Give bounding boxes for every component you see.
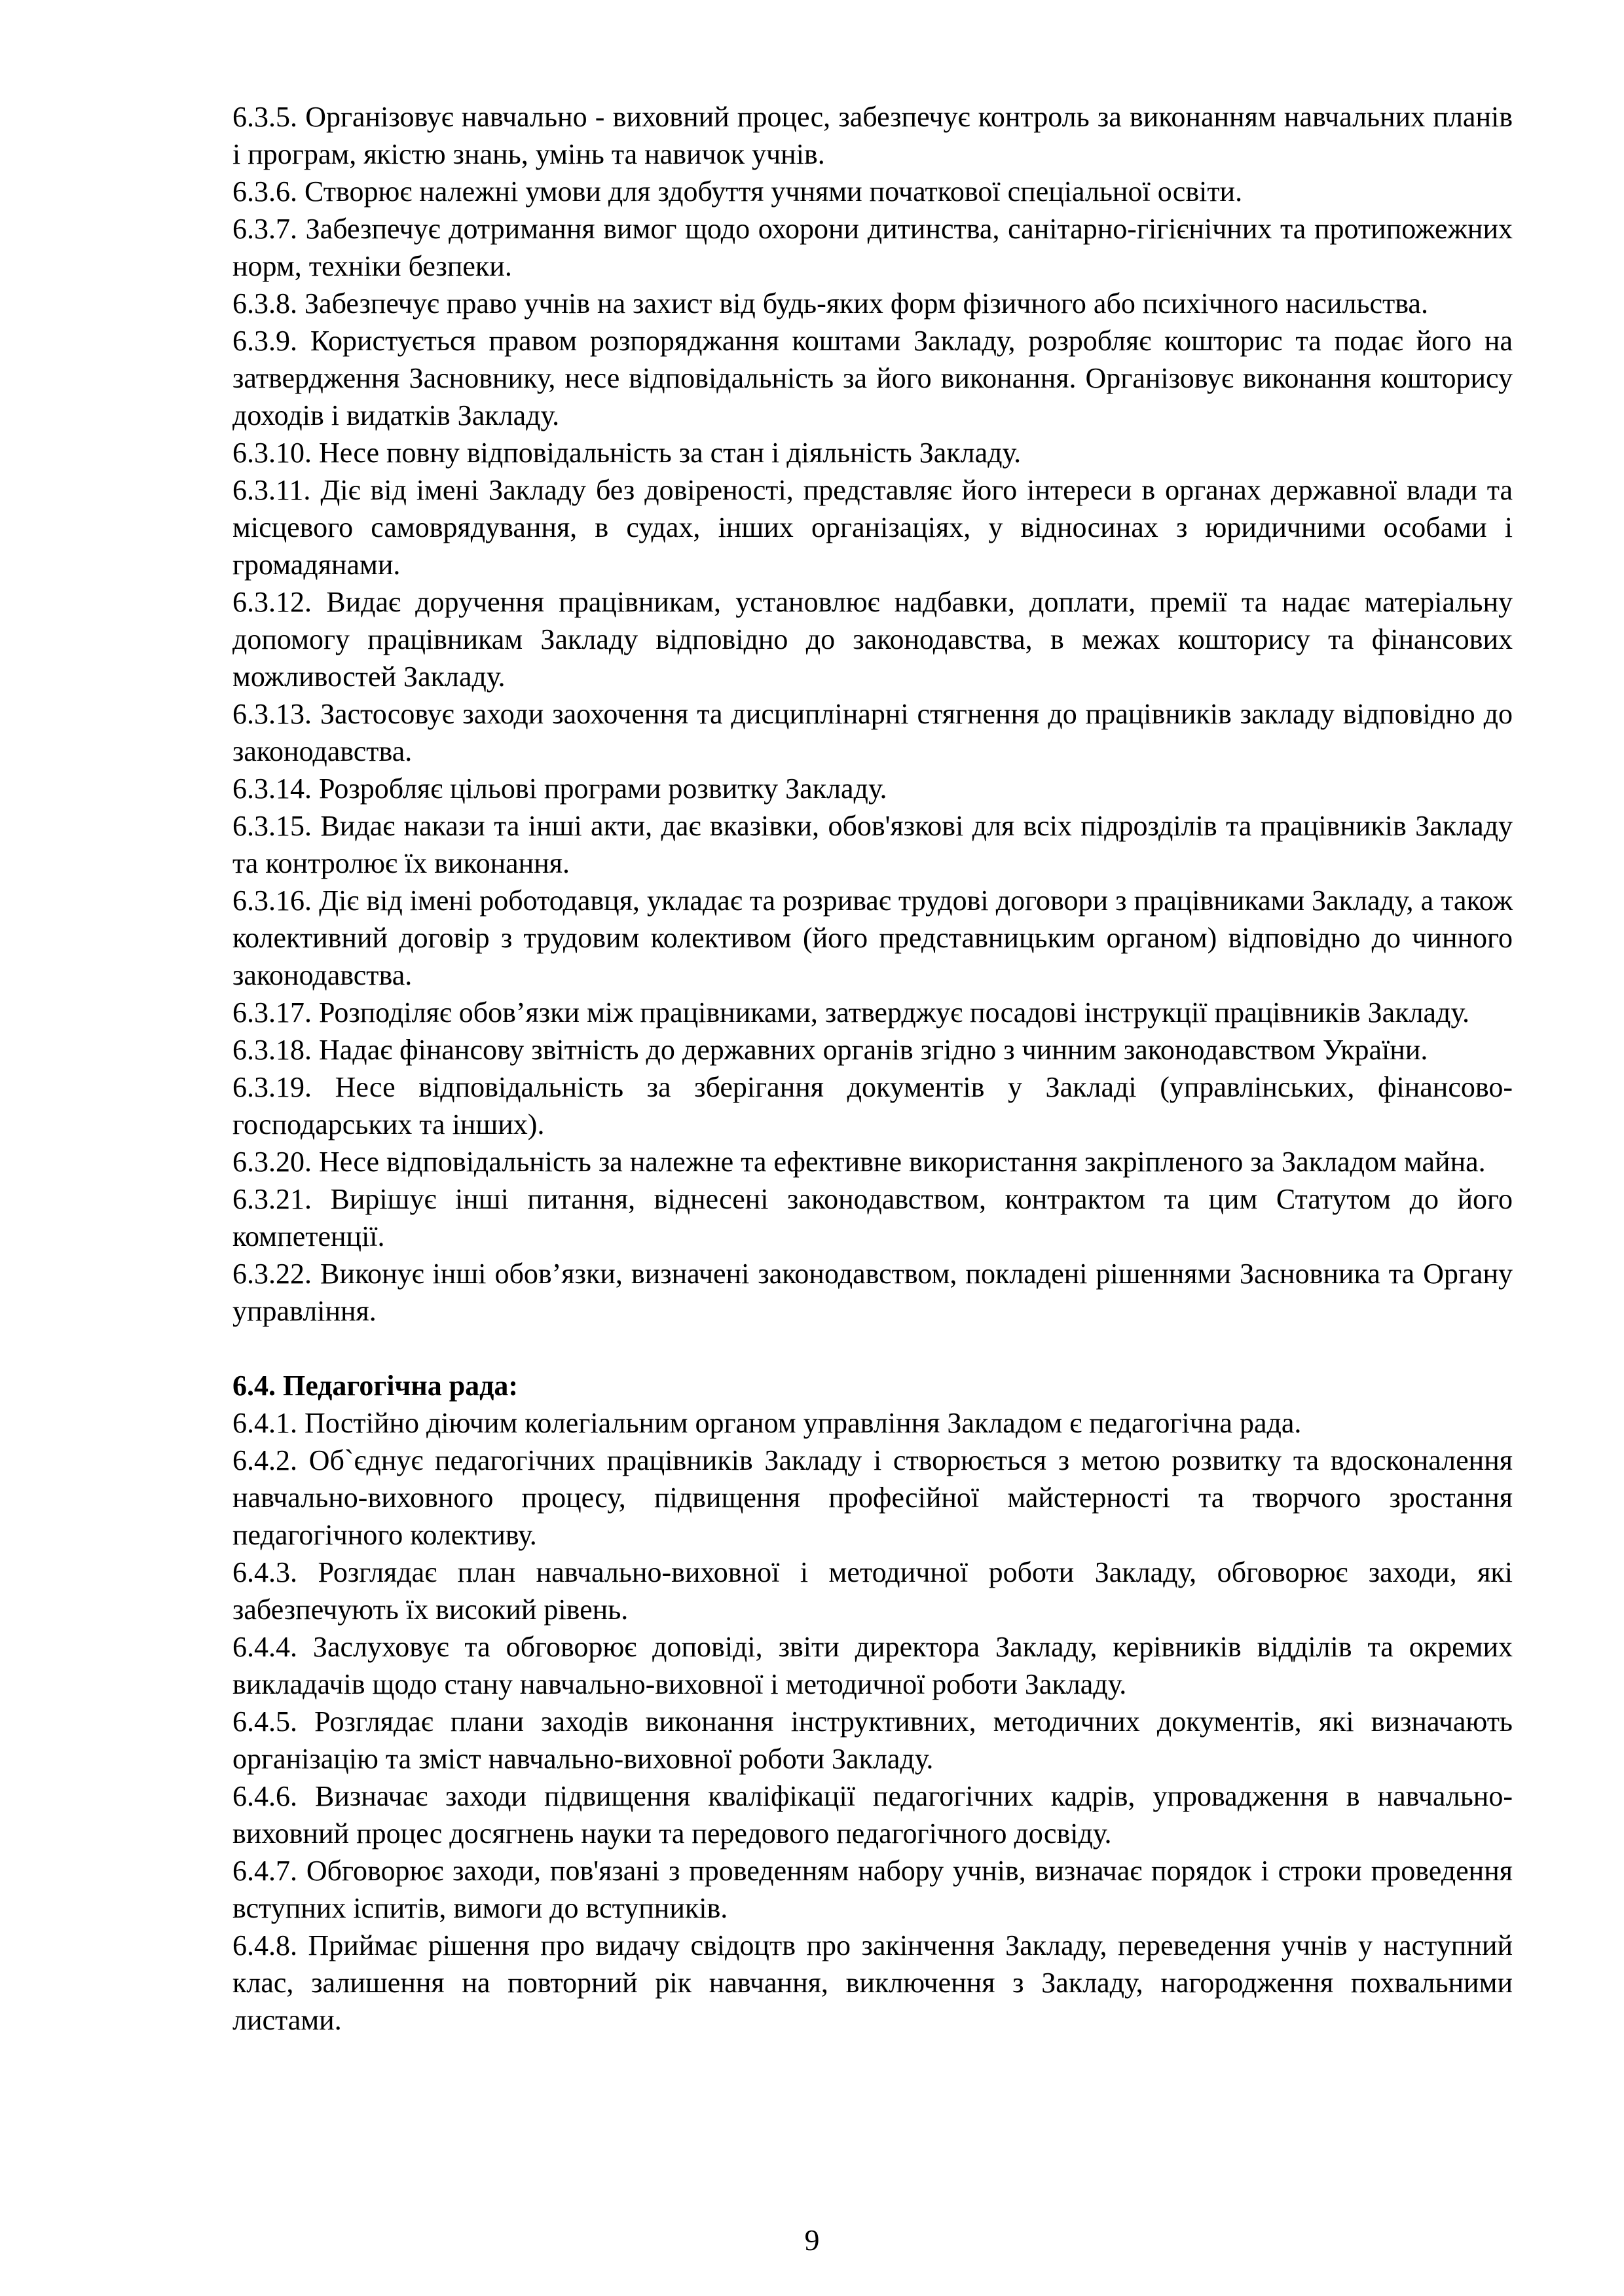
section-6-3 (232, 98, 1513, 1330)
section-heading: 6.4. Педагогічна рада: (232, 1370, 519, 1402)
paragraph-6-3-21: 6.3.21. Вирішує інші питання, віднесені законодавством, контрактом та цим Статутом до його компетенції. (232, 1183, 1513, 1252)
paragraph-6-4-6: 6.4.6. Визначає заходи підвищення кваліфікації педагогічних кадрів, упровадження в навчально-виховний процес досягнень науки та передового педагогічного досвіду. (232, 1780, 1513, 1850)
paragraph-6-4-1: 6.4.1. Постійно діючим колегіальним органом управління Закладом є педагогічна рада. (232, 1407, 1302, 1439)
page-number: 9 (804, 2223, 820, 2257)
paragraph-6-3-6: 6.3.6. Створює належні умови для здобуття учнями початкової спеціальної освіти. (232, 175, 1243, 208)
paragraph-6-3-22: 6.3.22. Виконує інші обов’язки, визначені законодавством, покладені рішеннями Засновника та Органу управління. (232, 1258, 1513, 1327)
paragraph-6-3-8: 6.3.8. Забезпечує право учнів на захист від будь-яких форм фізичного або психічного насильства. (232, 287, 1428, 319)
paragraph-6-3-5: 6.3.5. Організовує навчально - виховний процес, забезпечує контроль за виконанням навчальних планів і програм, якістю знань, умінь та навичок учнів. (232, 101, 1513, 170)
paragraph-6-3-7: 6.3.7. Забезпечує дотримання вимог щодо охорони дитинства, санітарно-гігієнічних та протипожежних норм, техніки безпеки. (232, 213, 1513, 282)
paragraph-6-4-7: 6.4.7. Обговорює заходи, пов'язані з проведенням набору учнів, визначає порядок і строки проведення вступних іспитів, вимоги до вступників. (232, 1855, 1513, 1924)
paragraph-6-3-15: 6.3.15. Видає накази та інші акти, дає вказівки, обов'язкові для всіх підрозділів та працівників Закладу та контролює їх виконання. (232, 810, 1513, 879)
paragraph-6-4-8: 6.4.8. Приймає рішення про видачу свідоцтв про закінчення Закладу, переведення учнів у наступний клас, залишення на повторний рік навчання, виключення з Закладу, нагородження похвальними листами. (232, 1929, 1513, 2036)
paragraph-6-3-14: 6.3.14. Розробляє цільові програми розвитку Закладу. (232, 773, 887, 805)
paragraph-6-3-19: 6.3.19. Несе відповідальність за зберігання документів у Закладі (управлінських, фінансово- господарських та інших). (232, 1071, 1513, 1140)
paragraph-6-4-5: 6.4.5. Розглядає плани заходів виконання інструктивних, методичних документів, які визначають організацію та зміст навчально-виховної роботи Закладу. (232, 1705, 1513, 1775)
paragraph-6-4-4: 6.4.4. Заслуховує та обговорює доповіді, звіти директора Закладу, керівників відділів та окремих викладачів щодо стану навчально-виховної і методичної роботи Закладу. (232, 1631, 1513, 1700)
paragraph-6-3-11: 6.3.11. Діє від імені Закладу без довіреності, представляє його інтереси в органах державної влади та місцевого самоврядування, в судах, інших організаціях, у відносинах з юридичними особами і громадянами. (232, 474, 1513, 581)
paragraph-6-3-18: 6.3.18. Надає фінансову звітність до державних органів згідно з чинним законодавством України. (232, 1034, 1428, 1066)
paragraph-6-4-2: 6.4.2. Об`єднує педагогічних працівників Закладу і створюється з метою розвитку та вдосконалення навчально-виховного процесу, підвищення професійної майстерності та творчого зростання педагогічного колективу. (232, 1444, 1513, 1551)
paragraph-6-3-9: 6.3.9. Користується правом розпоряджання коштами Закладу, розробляє кошторис та подає його на затвердження Засновнику, несе відповідальність за його виконання. Організовує виконання кошторису доходів і видатків Закладу. (232, 325, 1513, 431)
paragraph-6-3-20: 6.3.20. Несе відповідальність за належне та ефективне використання закріпленого за Закладом майна. (232, 1146, 1486, 1178)
paragraph-6-3-16: 6.3.16. Діє від імені роботодавця, укладає та розриває трудові договори з працівниками Закладу, а також колективний договір з трудовим колективом (його представницьким органом) відповідно до чинного законодавства. (232, 884, 1513, 991)
paragraph-6-3-12: 6.3.12. Видає доручення працівникам, установлює надбавки, доплати, премії та надає матеріальну допомогу працівникам Закладу відповідно до законодавства, в межах кошторису та фінансових можливостей Закладу. (232, 586, 1513, 693)
document-page (232, 98, 1513, 2039)
paragraph-6-3-17: 6.3.17. Розподіляє обов’язки між працівниками, затверджує посадові інструкції працівників Закладу. (232, 996, 1470, 1029)
paragraph-6-3-13: 6.3.13. Застосовує заходи заохочення та дисциплінарні стягнення до працівників закладу відповідно до законодавства. (232, 698, 1513, 767)
paragraph-6-4-3: 6.4.3. Розглядає план навчально-виховної і методичної роботи Закладу, обговорює заходи, які забезпечують їх високий рівень. (232, 1556, 1513, 1626)
paragraph-6-3-10: 6.3.10. Несе повну відповідальність за стан і діяльність Закладу. (232, 437, 1022, 469)
section-6-4 (232, 1367, 1513, 2039)
